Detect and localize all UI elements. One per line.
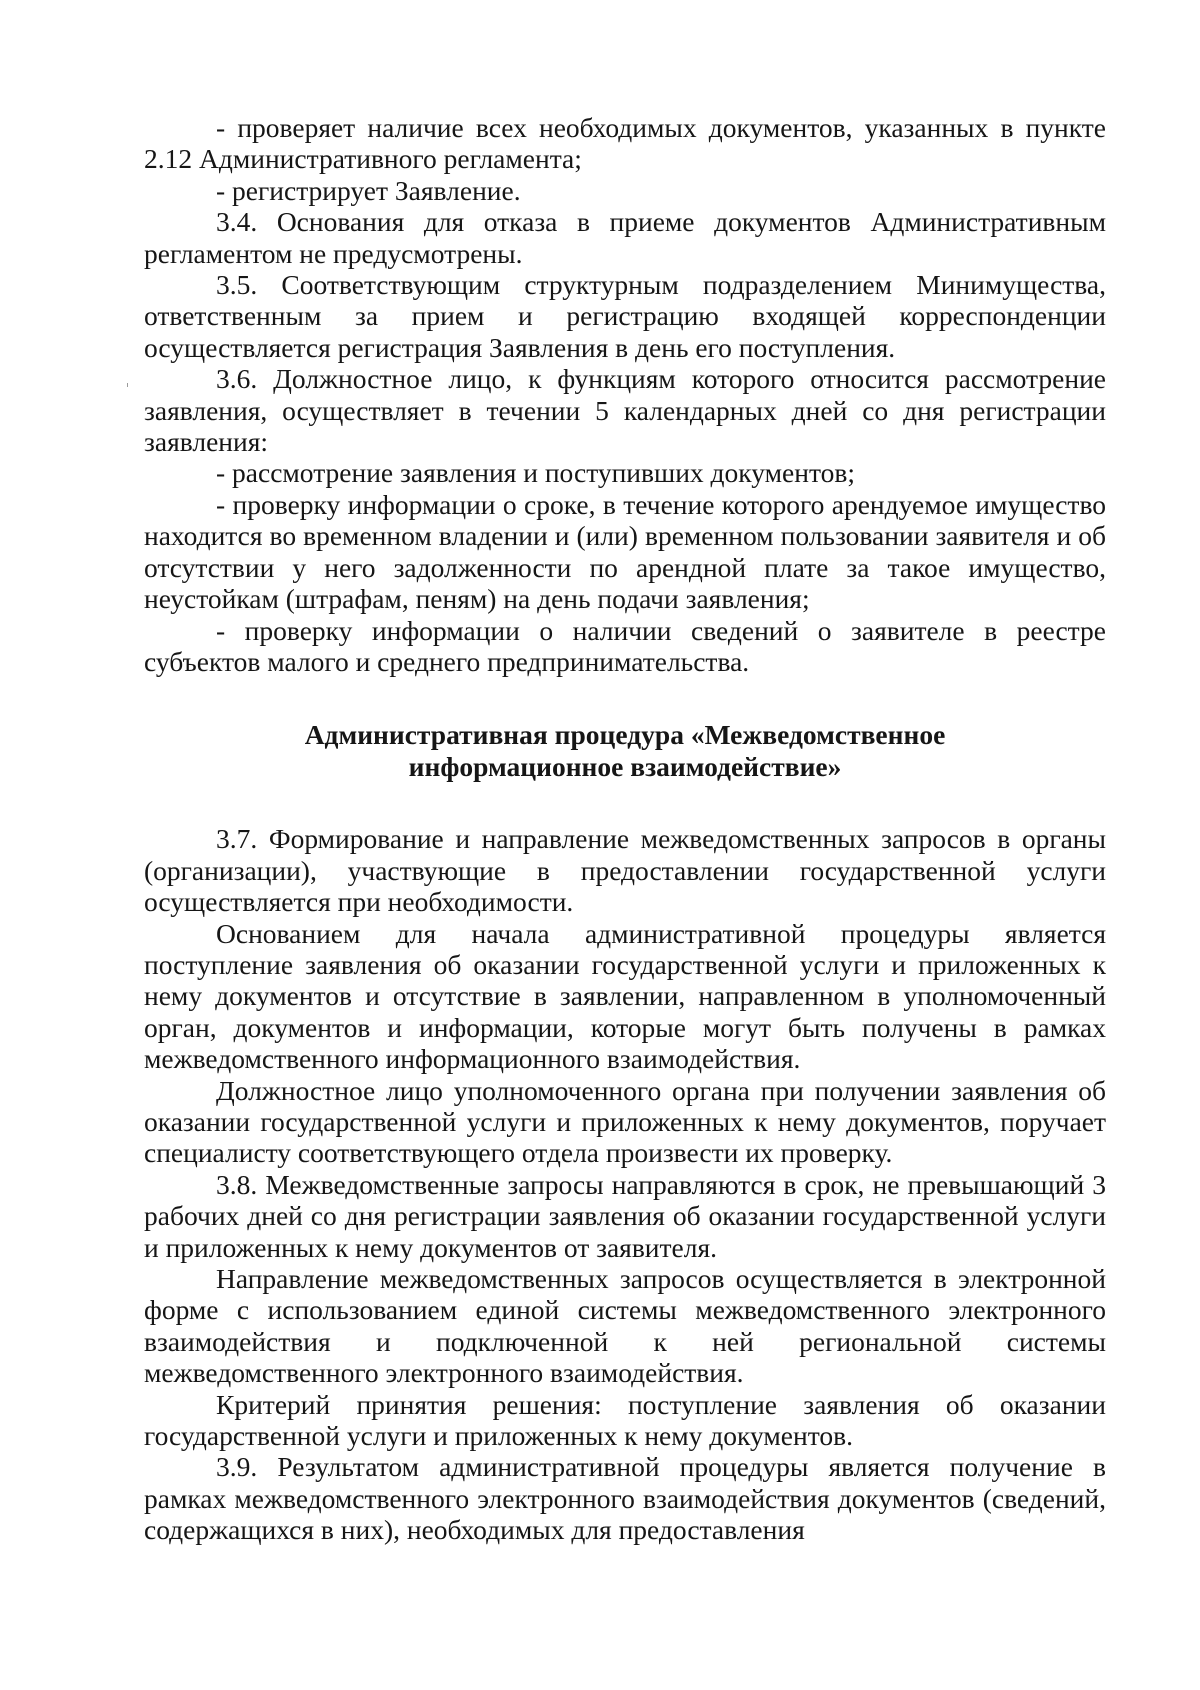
paragraph-review-application: - рассмотрение заявления и поступивших документов;	[216, 457, 855, 489]
scan-artifact	[127, 383, 128, 387]
paragraph-register-application: - регистрирует Заявление.	[216, 174, 521, 206]
paragraph-procedure-basis: Основанием для начала административной процедуры является поступление заявления об оказании государственной услуги и приложенных к нему документов и отсутствие в заявлении, направленном в уполномоченный орган, документов и информации, которые могут быть получены в рамках межведомственного информационного взаимодействия.	[144, 917, 1106, 1075]
paragraph-check-documents: - проверяет наличие всех необходимых документов, указанных в пункте 2.12 Административного регламента;	[144, 112, 1106, 175]
paragraph-3-7: 3.7. Формирование и направление межведомственных запросов в органы (организации), участвующие в предоставлении государственной услуги осуществляется при необходимости.	[144, 823, 1106, 918]
section-heading-line-2: информационное взаимодействие»	[408, 751, 842, 783]
paragraph-3-8: 3.8. Межведомственные запросы направляются в срок, не превышающий 3 рабочих дней со дня регистрации заявления об оказании государственной услуги и приложенных к нему документов от заявителя.	[144, 1168, 1106, 1263]
paragraph-official-instructs: Должностное лицо уполномоченного органа при получении заявления об оказании государственной услуги и приложенных к нему документов, поручает специалисту соответствующего отдела произвести их проверку.	[144, 1074, 1106, 1169]
paragraph-electronic-requests: Направление межведомственных запросов осуществляется в электронной форме с использованием единой системы межведомственного электронного взаимодействия и подключенной к ней региональной системы межведомственного электронного взаимодействия.	[144, 1263, 1106, 1389]
section-heading-line-1: Административная процедура «Межведомственное	[304, 719, 946, 751]
paragraph-decision-criterion: Критерий принятия решения: поступление заявления об оказании государственной услуги и приложенных к нему документов.	[144, 1388, 1106, 1452]
paragraph-check-sme-registry: - проверку информации о наличии сведений о заявителе в реестре субъектов малого и среднего предпринимательства.	[144, 614, 1106, 677]
paragraph-check-lease-term: - проверку информации о сроке, в течение которого арендуемое имущество находится во временном владении и (или) временном пользовании заявителя и об отсутствии у него задолженности по арендной плате за такое имущество, неустойкам (штрафам, пеням) на день подачи заявления;	[144, 488, 1106, 615]
paragraph-3-9: 3.9. Результатом административной процедуры является получение в рамках межведомственного электронного взаимодействия документов (сведений, содержащихся в них), необходимых для предоставления	[144, 1451, 1106, 1546]
document-body	[144, 112, 1106, 1546]
section-heading	[144, 719, 1106, 783]
paragraph-3-6: 3.6. Должностное лицо, к функциям которого относится рассмотрение заявления, осуществляет в течении 5 календарных дней со дня регистрации заявления:	[144, 363, 1106, 458]
paragraph-3-5: 3.5. Соответствующим структурным подразделением Минимущества, ответственным за прием и регистрацию входящей корреспонденции осуществляется регистрация Заявления в день его поступления.	[144, 269, 1106, 363]
paragraph-3-4: 3.4. Основания для отказа в приеме документов Административным регламентом не предусмотрены.	[144, 206, 1106, 269]
